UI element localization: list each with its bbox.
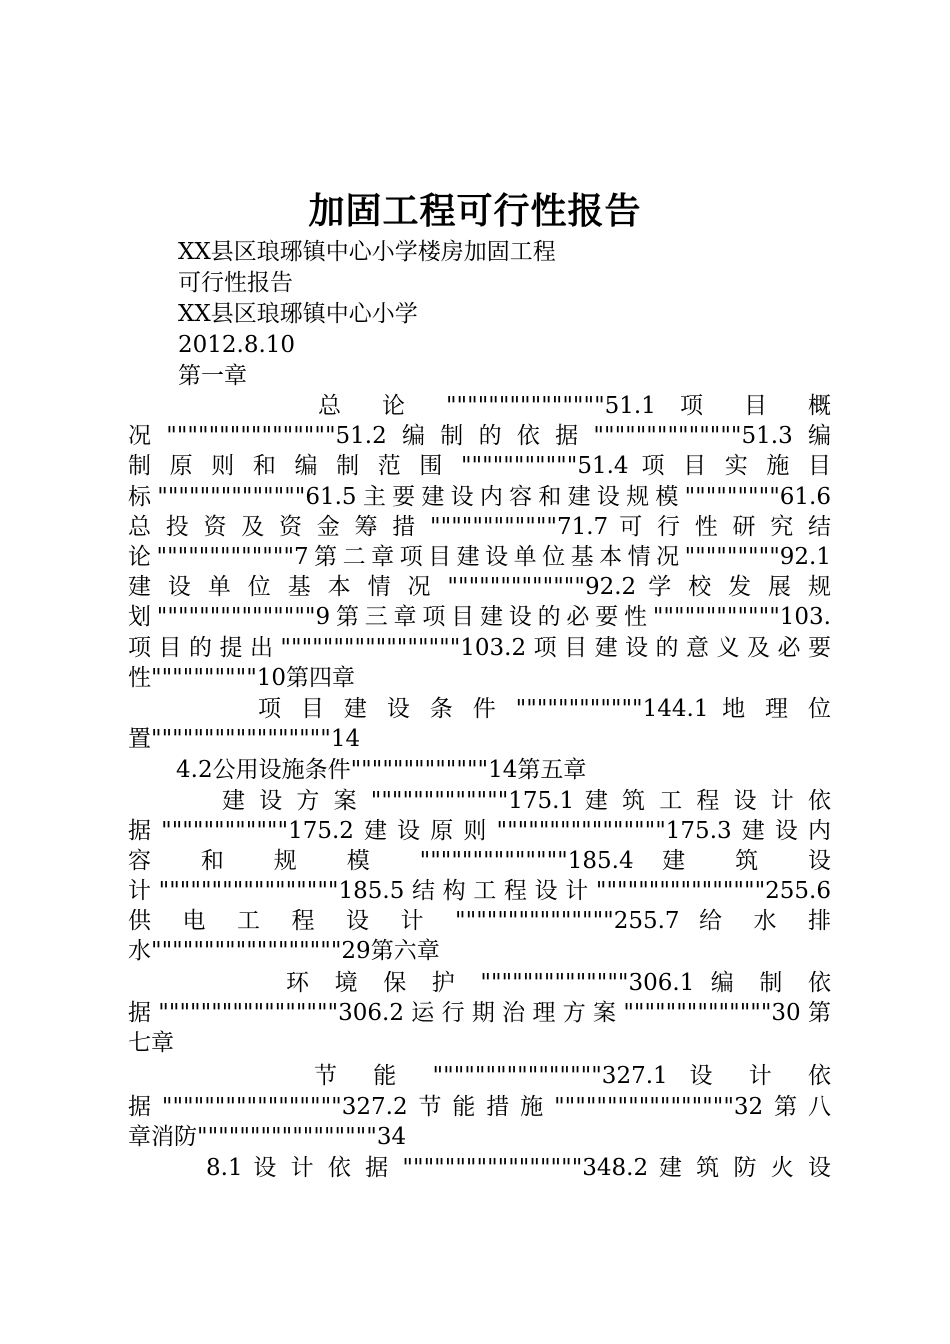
toc-line: 置"""""""""""""""""14: [128, 726, 361, 752]
toc-line: 水""""""""""""""""""29第六章: [128, 938, 440, 964]
toc-line: 划"""""""""""""""9第三章项目建设的必要性""""""""""""103.: [128, 604, 831, 630]
toc-line: 4.2公用设施条件"""""""""""""14第五章: [176, 757, 587, 783]
toc-line: 8.1 设 计 依 据 """""""""""""""""348.2 建 筑 防 火 设: [206, 1155, 831, 1181]
toc-line: 据"""""""""""""""""306.2运行期治理方案""""""""""""""30第: [128, 1000, 831, 1026]
toc-line: 总 投 资 及 资 金 筹 措 """"""""""""71.7 可 行 性 研 究 结: [128, 514, 831, 540]
toc-line: 供 电 工 程 设 计 """""""""""""""255.7 给 水 排: [128, 908, 831, 934]
report-date: 2012.8.10: [178, 332, 296, 358]
toc-line: 据""""""""""""175.2建设原则""""""""""""""""175.3建设内: [128, 818, 831, 844]
toc-line: 论"""""""""""""7第二章项目建设单位基本情况"""""""""92.1: [128, 544, 831, 570]
toc-line: 标""""""""""""""61.5主要建设内容和建设规模"""""""""61.6: [128, 484, 831, 510]
project-name: XX县区琅琊镇中心小学楼房加固工程: [178, 239, 556, 265]
chapter-heading: 第一章: [178, 363, 247, 389]
report-label: 可行性报告: [178, 270, 293, 296]
toc-line: 项目的提出"""""""""""""""""103.2项目建设的意义及必要: [128, 635, 831, 661]
toc-line: 性""""""""""10第四章: [128, 665, 356, 691]
toc-line: 节 能 """"""""""""""""327.1 设 计 依: [314, 1063, 831, 1089]
toc-line: 总 论 """""""""""""""51.1 项 目 概: [318, 393, 831, 419]
toc-line: 计"""""""""""""""""185.5结构工程设计""""""""""""""""255.6: [128, 878, 831, 904]
toc-line: 项 目 建 设 条 件 """"""""""""144.1 地 理 位: [258, 696, 831, 722]
document-title: 加固工程可行性报告: [308, 190, 642, 232]
toc-line: 况""""""""""""""""51.2编制的依据""""""""""""""51.3编: [128, 423, 831, 449]
organization-name: XX县区琅琊镇中心小学: [178, 301, 418, 327]
toc-line: 建 设 方 案 """""""""""""175.1 建 筑 工 程 设 计 依: [222, 788, 831, 814]
toc-line: 制 原 则 和 编 制 范 围 """""""""""51.4 项 目 实 施 目: [128, 453, 831, 479]
toc-line: 七章: [128, 1030, 174, 1056]
toc-line: 环 境 保 护 """"""""""""""306.1 编 制 依: [286, 970, 831, 996]
toc-line: 章消防"""""""""""""""""34: [128, 1124, 407, 1150]
toc-line: 容 和 规 模 """"""""""""""185.4 建 筑 设: [128, 848, 831, 874]
toc-line: 建 设 单 位 基 本 情 况 """""""""""""92.2 学 校 发 展 规: [128, 574, 831, 600]
toc-line: 据"""""""""""""""""327.2节能措施"""""""""""""""""32第八: [128, 1094, 831, 1120]
